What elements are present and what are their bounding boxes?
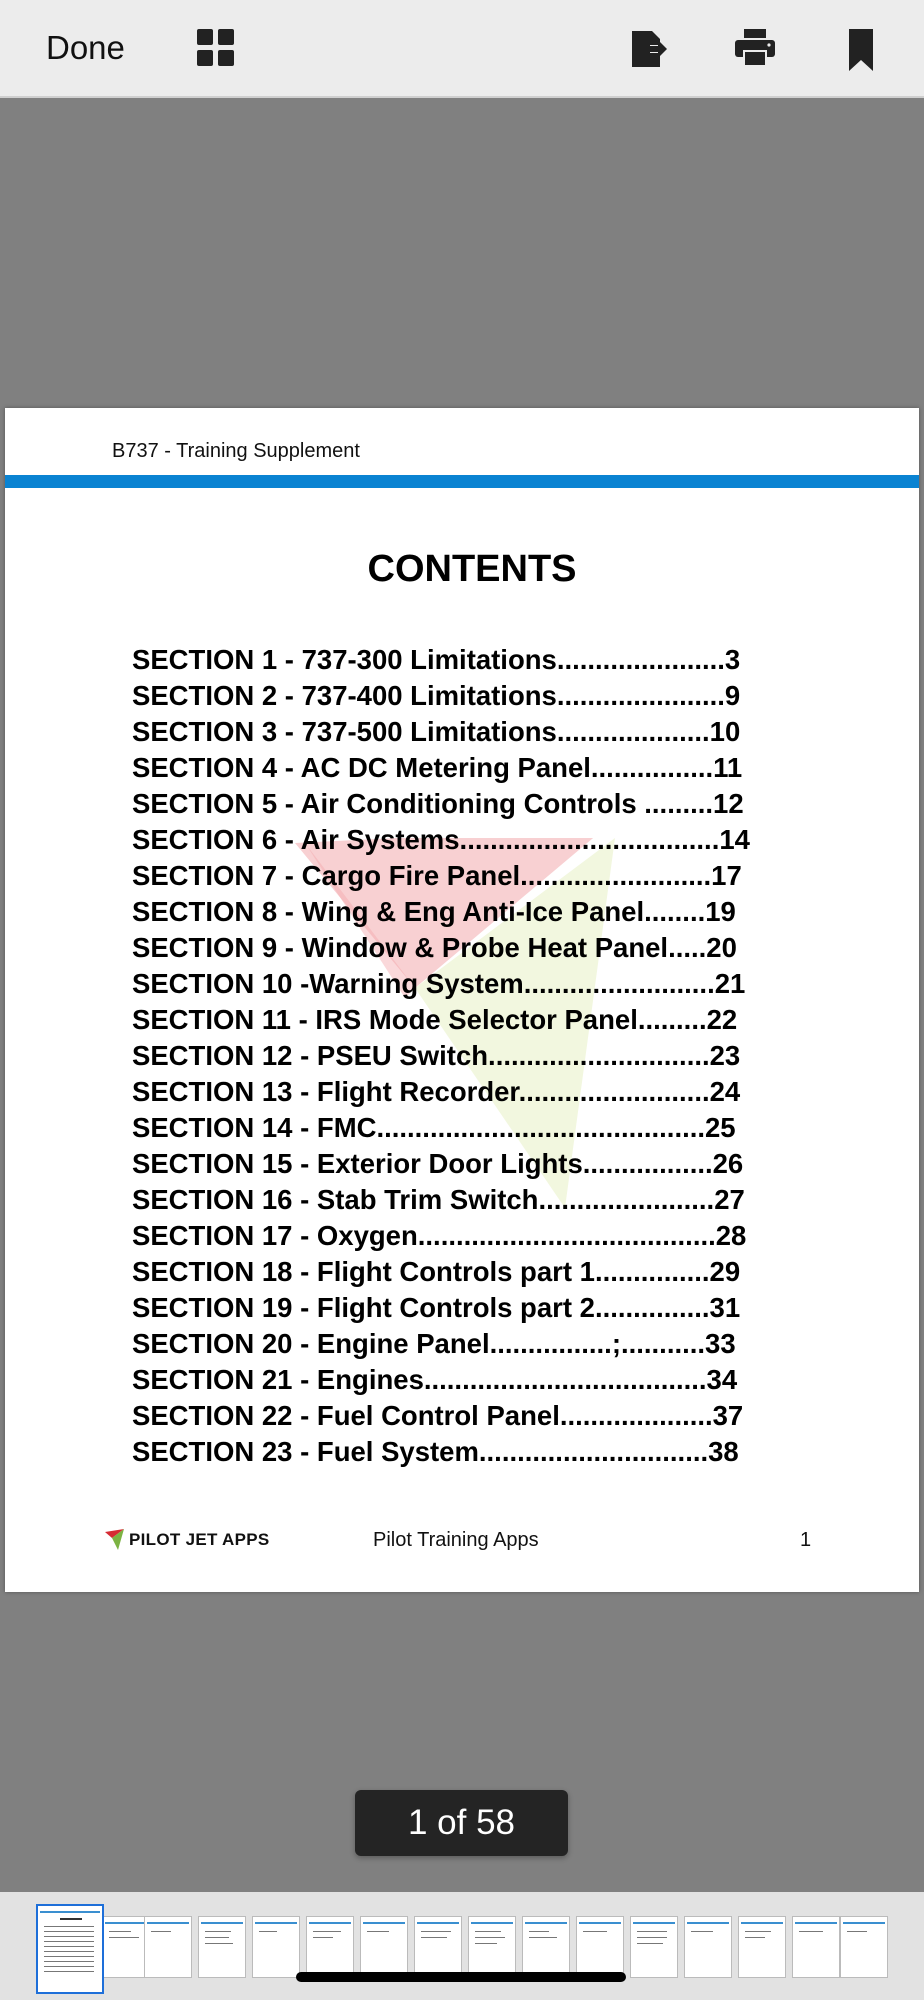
toc-entry[interactable]: SECTION 17 - Oxygen.......................................28 <box>132 1220 747 1251</box>
page-thumbnail[interactable] <box>102 1916 150 1978</box>
footer-logo <box>105 1528 270 1552</box>
contents-title: CONTENTS <box>367 548 577 590</box>
toc-entry[interactable]: SECTION 1 - 737-300 Limitations......................3 <box>132 644 741 675</box>
page-thumbnail[interactable] <box>252 1916 300 1978</box>
page-thumbnail[interactable] <box>840 1916 888 1978</box>
toc-entry[interactable]: SECTION 7 - Cargo Fire Panel.........................17 <box>132 860 742 891</box>
toc-entry[interactable]: SECTION 3 - 737-500 Limitations....................10 <box>132 716 741 747</box>
toc-entry[interactable]: SECTION 11 - IRS Mode Selector Panel.........22 <box>132 1004 738 1035</box>
page-thumbnail[interactable] <box>522 1916 570 1978</box>
page-thumbnail[interactable] <box>738 1916 786 1978</box>
page-thumbnail[interactable] <box>198 1916 246 1978</box>
top-toolbar <box>0 0 924 98</box>
page-thumbnail[interactable] <box>576 1916 624 1978</box>
page-thumbnail[interactable] <box>144 1916 192 1978</box>
footer-center-text: Pilot Training Apps <box>373 1529 539 1551</box>
page-thumbnail-selected[interactable] <box>36 1904 104 1994</box>
page-thumbnail[interactable] <box>630 1916 678 1978</box>
footer-logo-text: PILOT JET APPS <box>129 1530 270 1549</box>
toc-entry[interactable]: SECTION 2 - 737-400 Limitations......................9 <box>132 680 741 711</box>
toc-entry[interactable]: SECTION 4 - AC DC Metering Panel................11 <box>132 752 743 783</box>
page-thumbnail[interactable] <box>468 1916 516 1978</box>
page-thumbnail[interactable] <box>414 1916 462 1978</box>
toc-entry[interactable]: SECTION 10 -Warning System.........................21 <box>132 968 746 999</box>
page-indicator: 1 of 58 <box>355 1790 568 1856</box>
pilot-jet-logo-icon <box>105 1529 125 1551</box>
toc-entry[interactable]: SECTION 15 - Exterior Door Lights.................26 <box>132 1148 744 1179</box>
toc-entry[interactable]: SECTION 23 - Fuel System..............................38 <box>132 1436 739 1467</box>
toc-entry[interactable]: SECTION 21 - Engines.....................................34 <box>132 1364 738 1395</box>
done-button[interactable]: Done <box>46 29 125 66</box>
toc-entry[interactable]: SECTION 5 - Air Conditioning Controls .........12 <box>132 788 744 819</box>
toc-entry[interactable]: SECTION 12 - PSEU Switch.............................23 <box>132 1040 741 1071</box>
page-thumbnail[interactable] <box>792 1916 840 1978</box>
thumbnail-strip[interactable] <box>0 1892 924 2000</box>
footer-page-number: 1 <box>800 1529 812 1551</box>
page-header-text: B737 - Training Supplement <box>112 440 360 462</box>
print-icon[interactable] <box>735 29 775 67</box>
toc-entry[interactable]: SECTION 14 - FMC...........................................25 <box>132 1112 736 1143</box>
toc-entry[interactable]: SECTION 19 - Flight Controls part 2...............31 <box>132 1292 741 1323</box>
page-thumbnail[interactable] <box>306 1916 354 1978</box>
bookmark-icon[interactable] <box>849 29 873 71</box>
toc-entry[interactable]: SECTION 9 - Window & Probe Heat Panel.....20 <box>132 932 737 963</box>
toc-entry[interactable]: SECTION 8 - Wing & Eng Anti-Ice Panel........19 <box>132 896 736 927</box>
toc-entry[interactable]: SECTION 16 - Stab Trim Switch.......................27 <box>132 1184 745 1215</box>
table-of-contents <box>132 642 804 1470</box>
grid-icon[interactable] <box>197 29 235 67</box>
toc-entry[interactable]: SECTION 22 - Fuel Control Panel....................37 <box>132 1400 744 1431</box>
header-rule <box>5 475 919 488</box>
toc-entry[interactable]: SECTION 6 - Air Systems..................................14 <box>132 824 750 855</box>
toc-entry[interactable]: SECTION 20 - Engine Panel................;...........33 <box>132 1328 736 1359</box>
export-icon[interactable] <box>630 29 668 69</box>
document-page[interactable] <box>5 408 919 1592</box>
toc-entry[interactable]: SECTION 13 - Flight Recorder.........................24 <box>132 1076 741 1107</box>
home-indicator[interactable] <box>296 1972 626 1982</box>
toc-entry[interactable]: SECTION 18 - Flight Controls part 1...............29 <box>132 1256 741 1287</box>
page-thumbnail[interactable] <box>684 1916 732 1978</box>
page-thumbnail[interactable] <box>360 1916 408 1978</box>
